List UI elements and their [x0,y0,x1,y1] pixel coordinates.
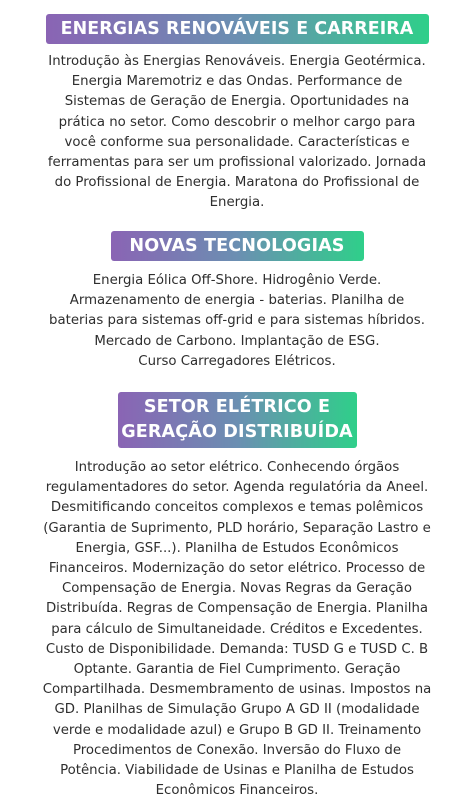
section-new-technologies [0,231,474,372]
section-description [2,52,472,214]
section-title-line: SETOR ELÉTRICO E [143,397,331,417]
description-line: você conforme sua personalidade. Características e [64,134,410,150]
description-line: Energia, GSF...). Planilha de Estudos Econômicos [75,540,399,556]
description-line: Armazenamento de energia - baterias. Planilha de [69,293,405,309]
section-description [2,271,472,372]
section-renewable-energy-career [0,14,474,214]
description-line: verde e modalidade azul) e Grupo B GD II. Treinamento [52,722,422,738]
description-line: Mercado de Carbono. Implantação de ESG. [94,333,380,349]
description-line: do Profissional de Energia. Maratona do Profissional de [54,175,420,191]
description-line: Sistemas de Geração de Energia. Oportunidades na [64,94,410,110]
description-line: Procedimentos de Conexão. Inversão do Fluxo de [72,742,402,758]
description-line: Compartilhada. Desmembramento de usinas. Impostos na [42,682,432,698]
description-line: baterias para sistemas off-grid e para sistemas híbridos. [49,313,425,329]
description-line: Energia Maremotriz e das Ondas. Performance de [71,74,403,90]
description-line: para cálculo de Simultaneidade. Créditos e Excedentes. [51,621,423,637]
description-line: Curso Carregadores Elétricos. [138,353,336,369]
section-electric-sector-distributed-generation [0,392,474,801]
description-line: Introdução às Energias Renováveis. Energia Geotérmica. [48,54,426,69]
section-description [2,458,472,801]
description-line: Desmitificando conceitos complexos e temas polêmicos [50,500,424,516]
description-line: Introdução ao setor elétrico. Conhecendo órgãos [74,460,400,475]
description-line: Distribuída. Regras de Compensação de Energia. Planilha [45,601,429,617]
description-line: Energia. [209,195,265,211]
section-title-badge [46,14,429,44]
description-line: Compensação de Energia. Novas Regras da Geração [62,581,412,597]
description-line: Optante. Garantia de Fiel Cumprimento. Geração [73,662,401,678]
section-title-badge [118,392,357,448]
description-line: (Garantia de Suprimento, PLD horário, Separação Lastro e [43,520,431,536]
description-line: prática no setor. Como descobrir o melhor cargo para [58,114,416,130]
description-line: ferramentas para ser um profissional valorizado. Jornada [47,155,427,171]
description-line: Econômicos Financeiros. [155,783,319,799]
description-line: Potência. Viabilidade de Usinas e Planilha de Estudos [60,763,414,779]
section-title: NOVAS TECNOLOGIAS [129,236,345,256]
description-line: Financeiros. Modernização do setor elétrico. Processo de [48,561,426,577]
description-line: GD. Planilhas de Simulação Grupo A GD II (modalidade [54,702,420,718]
section-title-line: GERAÇÃO DISTRIBUÍDA [121,422,353,442]
description-line: Energia Eólica Off-Shore. Hidrogênio Verde. [92,273,382,288]
section-title-badge [111,231,364,261]
section-title: ENERGIAS RENOVÁVEIS E CARREIRA [60,19,414,39]
description-line: Custo de Disponibilidade. Demanda: TUSD G e TUSD C. B [45,641,429,657]
description-line: regulamentadores do setor. Agenda regulatória da Aneel. [45,480,429,496]
